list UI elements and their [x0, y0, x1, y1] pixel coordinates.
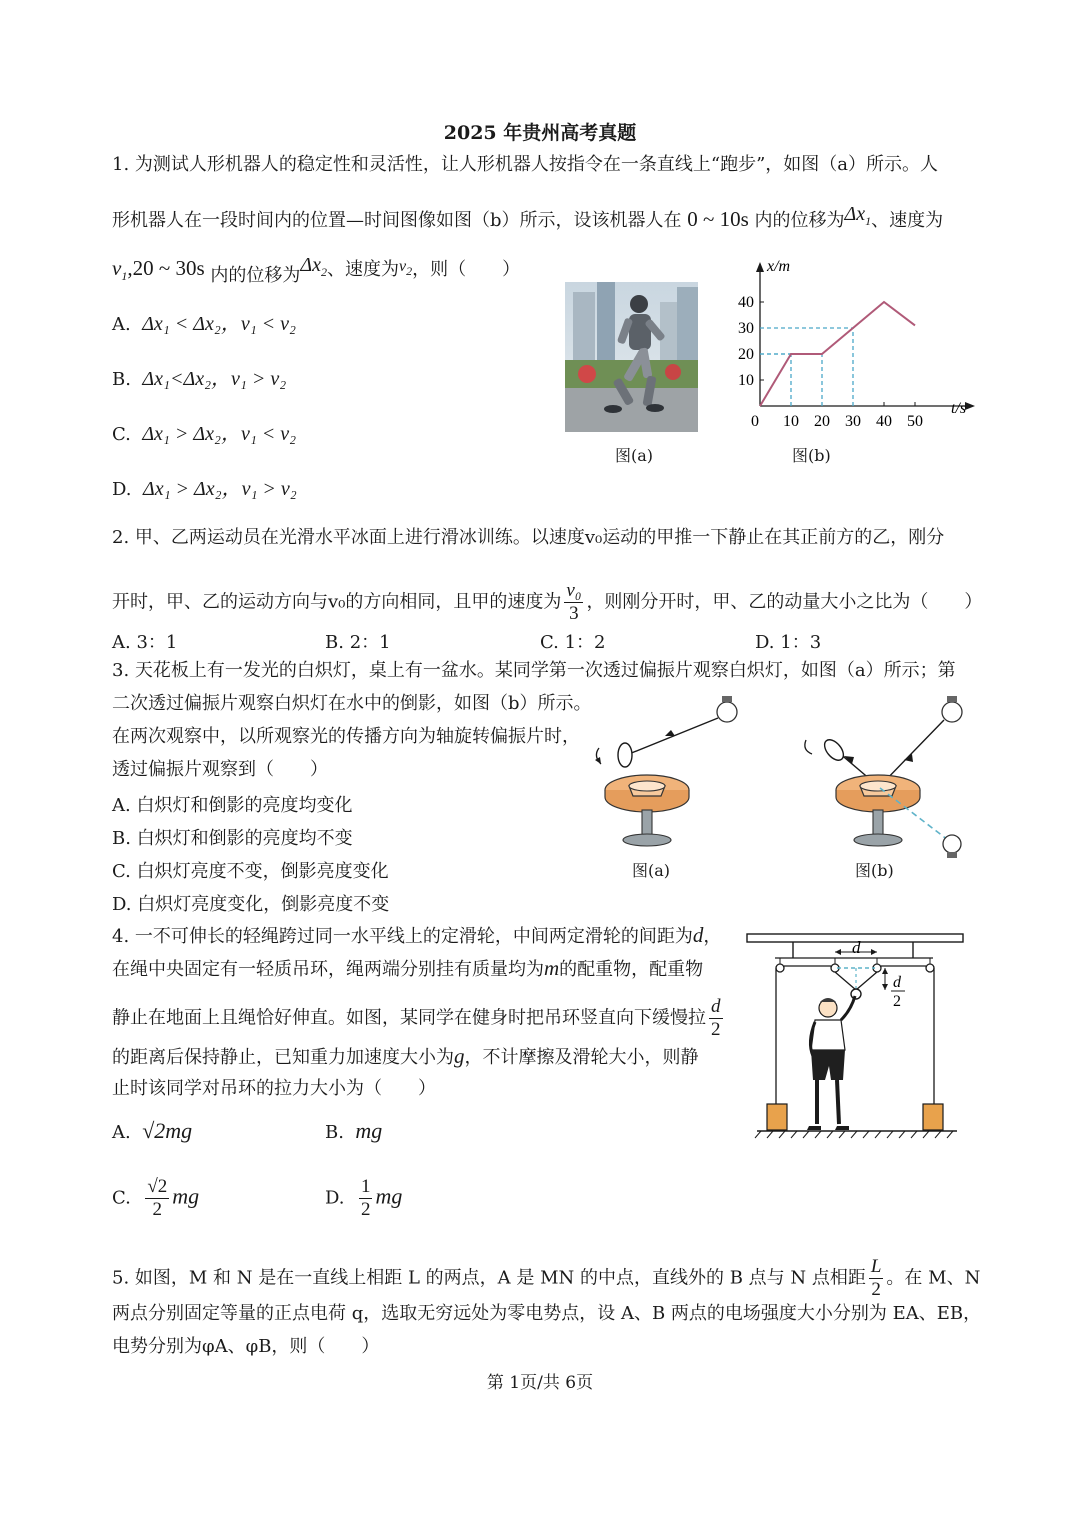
q2-option-a-text: 3：1 — [136, 632, 178, 653]
q4-option-b-text: mg — [355, 1118, 383, 1143]
weight-left — [767, 1104, 787, 1130]
q4-option-d-text: mg — [375, 1183, 403, 1209]
q1-line2 — [112, 201, 943, 234]
x-tick-label: 40 — [876, 413, 892, 430]
q1-line3-c: ，则（ ） — [412, 259, 521, 280]
q1-dx2-var: Δx — [300, 254, 321, 276]
q4-line4-b: ，不计摩擦及滑轮大小，则静 — [464, 1047, 699, 1068]
pulley-figure — [745, 928, 967, 1144]
x-tick-label: 20 — [814, 413, 830, 430]
q4-line3-a: 静止在地面上且绳恰好伸直。如图，某同学在健身时把吊环竖直向下缓慢拉 — [112, 1007, 706, 1029]
q1-option-d[interactable] — [112, 472, 297, 501]
q1-option-c[interactable] — [112, 417, 296, 446]
q4-option-d[interactable] — [325, 1176, 402, 1221]
q4-var-g: g — [454, 1044, 465, 1068]
q2-line2-a: 开时，甲、乙的运动方向与v₀的方向相同，且甲的速度为 — [112, 591, 562, 613]
x-axis-label: t/s — [951, 400, 967, 417]
x-tick-label: 10 — [783, 413, 799, 430]
q2-line1: 2. 甲、乙两运动员在光滑水平冰面上进行滑冰训练。以速度v₀运动的甲推一下静止在其正前方的乙，刚分 — [112, 527, 945, 548]
q1-dx1-var: Δx — [844, 203, 866, 225]
q2-option-d[interactable] — [755, 628, 821, 654]
q3-option-a[interactable] — [112, 791, 352, 817]
q4-option-b-label: B. — [325, 1122, 344, 1143]
q1-option-a-label: A. — [112, 314, 131, 335]
q1-line2-c: 、速度为 — [871, 210, 944, 231]
rotate-arrow-icon — [805, 740, 812, 754]
q1-option-c-label: C. — [112, 424, 131, 445]
q1-caption-a: 图(a) — [615, 446, 654, 465]
q1-v1 — [112, 256, 128, 284]
q4-line4 — [112, 1043, 699, 1071]
q4-fraction — [709, 996, 723, 1041]
page-footer: 第 1页/共 6页 — [486, 1373, 594, 1393]
q4-line4-a: 的距离后保持静止，已知重力加速度大小为 — [112, 1047, 454, 1068]
q2-option-b-text: 2：1 — [349, 632, 391, 653]
q1-range1: 0 ~ 10s — [687, 207, 749, 231]
q5-frac-den: 2 — [871, 1279, 881, 1300]
q1-line3 — [112, 252, 520, 289]
q1-option-c-text: Δx₁ > Δx₂，v₁ < v₂ — [142, 423, 297, 445]
q4-option-c-num: √2 — [147, 1176, 168, 1197]
q4-option-d-frac — [359, 1176, 373, 1221]
q1-option-a-text: Δx₁ < Δx₂，v₁ < v₂ — [142, 313, 296, 335]
q2-option-b[interactable] — [325, 628, 391, 654]
q3-option-d-text: 白炽灯亮度变化，倒影亮度不变 — [137, 894, 390, 915]
q4-option-c-label: C. — [112, 1187, 131, 1209]
q2-line2 — [112, 580, 982, 625]
y-axis-label: x/m — [767, 258, 791, 275]
origin-label: 0 — [751, 413, 759, 430]
bulb-reflection-icon — [943, 835, 961, 858]
q3-option-d-label: D. — [112, 894, 132, 915]
q1-v1-sub: 1 — [121, 269, 128, 284]
q5-line1-a: 5. 如图，M 和 N 是在一直线上相距 L 的两点，A 是 MN 的中点，直线外的 B 点与 N 点相距 — [112, 1267, 866, 1289]
q5-fraction — [869, 1256, 884, 1301]
q4-var-m: m — [544, 956, 560, 980]
q3-option-b-label: B. — [112, 828, 131, 849]
q2-frac-num: v₀ — [566, 580, 582, 601]
q2-option-d-label: D. — [755, 632, 775, 653]
q1-line2-a: 形机器人在一段时间内的位置—时间图像如图（b）所示，设该机器人在 — [112, 210, 682, 231]
polarizer-icon — [821, 736, 847, 763]
q4-line5: 止时该同学对吊环的拉力大小为（ ） — [112, 1078, 436, 1099]
q4-var-d: d — [692, 923, 704, 947]
q1-option-b[interactable] — [112, 362, 286, 391]
fig-d-label: d — [852, 938, 861, 957]
polarizer-icon — [618, 743, 632, 767]
q3-line4: 透过偏振片观察到（ ） — [112, 759, 328, 780]
q5-line1-b: 。在 M、N — [886, 1267, 981, 1289]
polarizer-figure-a — [585, 690, 755, 860]
q3-option-d[interactable] — [112, 890, 389, 916]
q3-option-c[interactable] — [112, 857, 389, 883]
bulb-icon — [717, 696, 737, 722]
q1-v2-sub: 2 — [406, 264, 413, 279]
q1-v1-var: v — [112, 256, 122, 280]
y-tick-label: 40 — [738, 294, 754, 311]
q4-line2-b: 的配重物，配重物 — [559, 959, 704, 980]
fig-half-den: 2 — [893, 993, 901, 1010]
q3-line1: 3. 天花板上有一发光的白炽灯，桌上有一盆水。某同学第一次透过偏振片观察白炽灯，如图（a）所示；第 — [112, 660, 956, 681]
robot-photo — [565, 282, 698, 432]
q2-option-a-label: A. — [112, 632, 131, 653]
q2-option-d-text: 1：3 — [780, 632, 822, 653]
q4-option-a[interactable] — [112, 1118, 192, 1144]
q1-dx2 — [300, 254, 327, 279]
q4-line2 — [112, 955, 703, 983]
q2-line2-b: ，则刚分开时，甲、乙的动量大小之比为（ ） — [586, 591, 983, 613]
y-axis-arrow-icon — [756, 262, 764, 272]
fig-half-num: d — [893, 974, 901, 991]
q1-range2: ,20 ~ 30s — [127, 256, 205, 280]
q2-option-c[interactable] — [540, 628, 606, 654]
y-tick-label: 10 — [738, 372, 754, 389]
q4-option-d-num: 1 — [360, 1176, 371, 1197]
q5-line2: 两点分别固定等量的正点电荷 q，选取无穷远处为零电势点，设 A、B 两点的电场强度大小分别为 EA、EB， — [112, 1303, 982, 1324]
q1-option-d-text: Δx₁ > Δx₂，v₁ > v₂ — [142, 478, 297, 500]
weight-right — [923, 1104, 943, 1130]
q1-dx2-sub: 2 — [320, 265, 327, 279]
q2-option-c-text: 1：2 — [564, 632, 606, 653]
x-axis-arrow-icon — [965, 402, 975, 410]
q1-v2-var: v — [398, 258, 407, 275]
q4-option-c-den: 2 — [152, 1199, 163, 1220]
q3-line3: 在两次观察中，以所观察光的传播方向为轴旋转偏振片时， — [112, 726, 580, 747]
q4-option-b[interactable] — [325, 1118, 382, 1144]
q1-option-d-label: D. — [112, 479, 132, 500]
q1-option-b-label: B. — [112, 369, 131, 390]
y-tick-label: 20 — [738, 346, 754, 363]
q1-option-b-text: Δx₁<Δx₂，v₁ > v₂ — [142, 368, 287, 390]
q3-caption-a: 图(a) — [632, 861, 671, 880]
q3-option-b-text: 白炽灯和倒影的亮度均不变 — [136, 828, 353, 849]
q3-option-a-label: A. — [112, 795, 131, 816]
q2-option-c-label: C. — [540, 632, 559, 653]
q5-line3: 电势分别为φA、φB，则（ ） — [112, 1336, 380, 1357]
q3-caption-b: 图(b) — [855, 861, 894, 880]
q4-line3 — [112, 996, 726, 1041]
q3-option-a-text: 白炽灯和倒影的亮度均变化 — [136, 795, 353, 816]
q4-option-c[interactable] — [112, 1176, 199, 1221]
x-tick-label: 30 — [845, 413, 861, 430]
q3-line2: 二次透过偏振片观察白炽灯在水中的倒影，如图（b）所示。 — [112, 693, 592, 714]
pulley-icon — [776, 964, 784, 972]
q5-frac-num: L — [870, 1256, 882, 1277]
q1-v2 — [398, 258, 413, 279]
q1-line3-b: 、速度为 — [326, 259, 399, 280]
q4-option-a-text: √2mg — [142, 1118, 193, 1143]
q4-frac-den: 2 — [711, 1019, 721, 1040]
q1-dx1 — [844, 203, 872, 228]
q4-option-c-text: mg — [172, 1183, 200, 1209]
q1-option-a[interactable] — [112, 307, 296, 336]
q3-option-b[interactable] — [112, 824, 353, 850]
q5-line1 — [112, 1256, 980, 1301]
q4-line2-a: 在绳中央固定有一轻质吊环，绳两端分别挂有质量均为 — [112, 959, 544, 980]
q1-line2-b: 内的位移为 — [754, 210, 845, 231]
q4-line1 — [112, 922, 721, 950]
q1-dx1-sub: 1 — [865, 214, 872, 228]
q4-frac-num: d — [711, 996, 721, 1017]
q4-line1-text: 4. 一不可伸长的轻绳跨过同一水平线上的定滑轮，中间两定滑轮的间距为 — [112, 926, 693, 947]
q3-option-c-text: 白炽灯亮度不变，倒影亮度变化 — [136, 861, 389, 882]
person-figure — [807, 996, 855, 1130]
q1-caption-b: 图(b) — [792, 446, 831, 465]
polarizer-figure-b — [800, 690, 975, 865]
page-title: 2025 年贵州高考真题 — [443, 122, 637, 144]
q4-line1-end: ， — [703, 926, 722, 947]
q2-option-a[interactable] — [112, 628, 177, 654]
q2-fraction — [564, 580, 583, 625]
y-tick-label: 30 — [738, 320, 754, 337]
x-tick-label: 50 — [907, 413, 923, 430]
q3-option-c-label: C. — [112, 861, 131, 882]
ray-arrow-icon — [665, 730, 675, 736]
q4-option-c-frac — [145, 1176, 169, 1221]
q1-line1: 1. 为测试人形机器人的稳定性和灵活性，让人形机器人按指令在一条直线上“跑步”，如图（a）所示。人 — [112, 154, 939, 175]
q2-frac-den: 3 — [569, 603, 579, 624]
q4-option-a-label: A. — [112, 1122, 131, 1143]
q1-line3-a: 内的位移为 — [210, 265, 301, 286]
pulley-icon — [926, 964, 934, 972]
q2-option-b-label: B. — [325, 632, 344, 653]
q4-option-d-den: 2 — [360, 1199, 371, 1220]
bulb-icon — [942, 696, 962, 722]
q4-option-d-label: D. — [325, 1187, 345, 1209]
xt-graph — [735, 250, 980, 430]
